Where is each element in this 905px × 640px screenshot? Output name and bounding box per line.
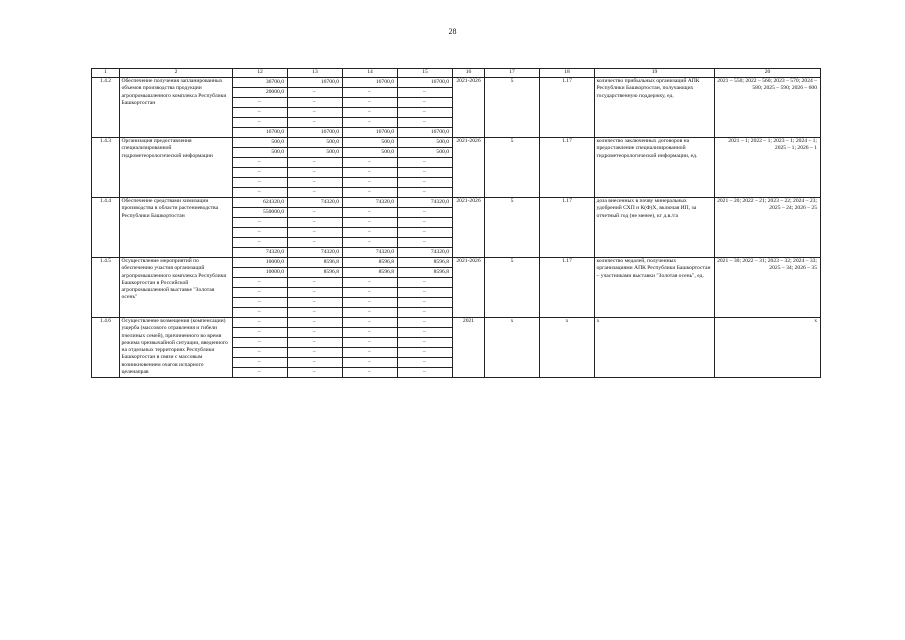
funding-cell: –: [398, 348, 453, 358]
period-cell: 2021-2026: [453, 198, 485, 258]
funding-cell: –: [398, 308, 453, 318]
funding-cell: 16700,0: [398, 78, 453, 88]
funding-cell: –: [398, 318, 453, 328]
funding-cell: –: [288, 308, 343, 318]
funding-cell: 500,0: [398, 148, 453, 158]
funding-cell: –: [288, 188, 343, 198]
funding-cell: –: [343, 318, 398, 328]
item-number: 1.4.4: [92, 198, 120, 258]
column-header: 16: [453, 69, 485, 78]
targets-cell: 2021 – 30; 2022 – 31; 2023 – 32; 2024 – 33; 2025 – 34; 2026 – 35: [715, 258, 821, 318]
funding-cell: –: [343, 88, 398, 98]
funding-cell: 16700,0: [398, 128, 453, 138]
funding-cell: 500,0: [288, 148, 343, 158]
funding-cell: –: [398, 88, 453, 98]
funding-cell: –: [233, 278, 288, 288]
funding-cell: 74320,0: [288, 248, 343, 258]
header-row: [92, 69, 821, 78]
column-header: 12: [233, 69, 288, 78]
funding-cell: –: [233, 298, 288, 308]
indicator-cell: x: [595, 318, 715, 378]
column-header: 1: [92, 69, 120, 78]
column-17-cell: 5: [485, 198, 540, 258]
column-17-cell: 5: [485, 138, 540, 198]
funding-cell: –: [288, 118, 343, 128]
funding-cell: 74320,0: [398, 248, 453, 258]
period-cell: 2021: [453, 318, 485, 378]
funding-cell: –: [288, 168, 343, 178]
funding-cell: 550000,0: [233, 208, 288, 218]
funding-cell: –: [398, 108, 453, 118]
funding-cell: –: [398, 168, 453, 178]
funding-cell: –: [233, 308, 288, 318]
funding-cell: –: [233, 228, 288, 238]
funding-cell: 8596,8: [288, 268, 343, 278]
column-header: 15: [398, 69, 453, 78]
funding-cell: –: [398, 208, 453, 218]
column-header: 19: [595, 69, 715, 78]
funding-cell: –: [343, 108, 398, 118]
funding-cell: –: [398, 358, 453, 368]
funding-cell: –: [398, 188, 453, 198]
funding-cell: –: [288, 338, 343, 348]
targets-cell: 2021 – 20; 2022 – 21; 2023 – 22; 2024 – 23; 2025 – 24; 2026 – 25: [715, 198, 821, 258]
funding-cell: –: [288, 318, 343, 328]
funding-cell: 624320,0: [233, 198, 288, 208]
column-header: 17: [485, 69, 540, 78]
funding-cell: –: [288, 348, 343, 358]
column-header: 2: [120, 69, 233, 78]
program-table: [91, 68, 821, 378]
funding-cell: –: [288, 158, 343, 168]
column-header: 18: [540, 69, 595, 78]
funding-cell: –: [398, 278, 453, 288]
funding-cell: –: [398, 178, 453, 188]
funding-cell: 74320,0: [343, 248, 398, 258]
funding-cell: 500,0: [233, 138, 288, 148]
column-18-cell: 1.17: [540, 78, 595, 138]
funding-cell: –: [398, 368, 453, 378]
funding-cell: –: [233, 168, 288, 178]
period-cell: 2021-2026: [453, 258, 485, 318]
column-header: 20: [715, 69, 821, 78]
funding-cell: –: [343, 348, 398, 358]
funding-cell: –: [343, 188, 398, 198]
funding-cell: –: [233, 98, 288, 108]
funding-cell: 16700,0: [233, 128, 288, 138]
funding-cell: 8596,8: [288, 258, 343, 268]
funding-cell: 500,0: [288, 138, 343, 148]
funding-cell: 10000,0: [233, 258, 288, 268]
table-row: [92, 258, 821, 268]
funding-cell: –: [288, 178, 343, 188]
funding-cell: –: [343, 338, 398, 348]
table-row: [92, 78, 821, 88]
funding-cell: –: [343, 238, 398, 248]
funding-cell: –: [288, 358, 343, 368]
funding-cell: –: [233, 238, 288, 248]
funding-cell: 74320,0: [288, 198, 343, 208]
indicator-cell: доза внесенных в почву минеральных удобрений СХП и К(Ф)Х, включая ИП, за отчетный год (не менее), кг д.в./га: [595, 198, 715, 258]
funding-cell: 16700,0: [343, 78, 398, 88]
table-row: [92, 318, 821, 328]
funding-cell: –: [398, 298, 453, 308]
targets-cell: 2021 – 1; 2022 – 1; 2023 – 1; 2024 – 1; 2025 – 1; 2026 – 1: [715, 138, 821, 198]
column-header: 14: [343, 69, 398, 78]
targets-cell: 2021 – 550; 2022 – 560; 2023 – 570; 2024 – 580; 2025 – 590; 2026 – 600: [715, 78, 821, 138]
funding-cell: –: [233, 358, 288, 368]
funding-cell: 74320,0: [233, 248, 288, 258]
table-row: [92, 198, 821, 208]
funding-cell: –: [398, 158, 453, 168]
funding-cell: –: [288, 228, 343, 238]
funding-cell: –: [343, 208, 398, 218]
funding-cell: –: [343, 178, 398, 188]
funding-cell: 8596,8: [398, 258, 453, 268]
funding-cell: –: [288, 288, 343, 298]
column-18-cell: 1.17: [540, 198, 595, 258]
funding-cell: –: [343, 118, 398, 128]
funding-cell: 36700,0: [233, 78, 288, 88]
column-17-cell: x: [485, 318, 540, 378]
funding-cell: –: [398, 328, 453, 338]
funding-cell: 20000,0: [233, 88, 288, 98]
funding-cell: –: [233, 188, 288, 198]
funding-cell: –: [343, 278, 398, 288]
funding-cell: –: [398, 118, 453, 128]
item-name: Организация предоставления специализированной гидрометеорологической информации: [120, 138, 233, 198]
column-18-cell: 1.17: [540, 258, 595, 318]
period-cell: 2021-2026: [453, 138, 485, 198]
table-row: [92, 138, 821, 148]
item-number: 1.4.3: [92, 138, 120, 198]
item-number: 1.4.5: [92, 258, 120, 318]
funding-cell: –: [343, 98, 398, 108]
funding-cell: 8596,8: [343, 258, 398, 268]
funding-cell: –: [288, 298, 343, 308]
column-18-cell: x: [540, 318, 595, 378]
indicator-cell: количество медалей, полученных организациями АПК Республики Башкортостан – участниками выставки "Золотая осень", ед.: [595, 258, 715, 318]
funding-cell: –: [343, 358, 398, 368]
funding-cell: 10000,0: [233, 268, 288, 278]
funding-cell: –: [343, 218, 398, 228]
funding-cell: –: [343, 308, 398, 318]
item-number: 1.4.2: [92, 78, 120, 138]
funding-cell: –: [398, 288, 453, 298]
funding-cell: –: [343, 168, 398, 178]
funding-cell: –: [343, 228, 398, 238]
funding-cell: 16700,0: [343, 128, 398, 138]
funding-cell: –: [398, 338, 453, 348]
funding-cell: –: [233, 348, 288, 358]
funding-cell: 500,0: [343, 148, 398, 158]
funding-cell: –: [343, 158, 398, 168]
funding-cell: 8596,8: [343, 268, 398, 278]
funding-cell: –: [288, 218, 343, 228]
funding-cell: –: [233, 218, 288, 228]
page-number: 28: [448, 27, 457, 36]
funding-cell: –: [233, 288, 288, 298]
funding-cell: –: [288, 88, 343, 98]
funding-cell: –: [233, 368, 288, 378]
column-header: 13: [288, 69, 343, 78]
funding-cell: –: [233, 318, 288, 328]
funding-cell: –: [343, 298, 398, 308]
funding-cell: –: [233, 158, 288, 168]
item-name: Осуществление мероприятий по обеспечению участия организаций агропромышленного комплекса Республики Башкортостан в Российской агропромышленной выставке "Золотая осень": [120, 258, 233, 318]
funding-cell: 16700,0: [288, 78, 343, 88]
funding-cell: –: [398, 98, 453, 108]
funding-cell: –: [343, 328, 398, 338]
funding-cell: –: [288, 328, 343, 338]
item-name: Обеспечение получения запланированных объемов производства продукции агропромышленного комплекса Республики Башкортостан: [120, 78, 233, 138]
funding-cell: –: [343, 288, 398, 298]
funding-cell: 74320,0: [343, 198, 398, 208]
funding-cell: 16700,0: [288, 128, 343, 138]
funding-cell: –: [288, 368, 343, 378]
column-17-cell: 5: [485, 78, 540, 138]
funding-cell: –: [398, 238, 453, 248]
funding-cell: 500,0: [233, 148, 288, 158]
indicator-cell: количество заключенных договоров на предоставление специализированной гидрометеорологической информации, ед.: [595, 138, 715, 198]
funding-cell: –: [233, 178, 288, 188]
funding-cell: –: [288, 238, 343, 248]
indicator-cell: количество прибыльных организаций АПК Республики Башкортостан, получающих государственную поддержку, ед.: [595, 78, 715, 138]
funding-cell: –: [288, 208, 343, 218]
period-cell: 2021-2026: [453, 78, 485, 138]
funding-cell: –: [233, 118, 288, 128]
item-name: Осуществление возмещения (компенсации) ущерба (массового отравления и гибели пчелиных семей), причиненного во время режима чрезвычайной ситуации, введенного на отдельных территориях Республики Башкортостан в связи с массовым возникновением очагов испарного целенаправ: [120, 318, 233, 378]
column-18-cell: 1.17: [540, 138, 595, 198]
funding-cell: 500,0: [398, 138, 453, 148]
item-number: 1.4.6: [92, 318, 120, 378]
funding-cell: 74320,0: [398, 198, 453, 208]
funding-cell: –: [288, 98, 343, 108]
funding-cell: –: [233, 108, 288, 118]
funding-cell: 500,0: [343, 138, 398, 148]
funding-cell: –: [233, 328, 288, 338]
funding-cell: –: [288, 108, 343, 118]
item-name: Обеспечение средствами химизации производства в области растениеводства Республики Башкортостан: [120, 198, 233, 258]
funding-cell: 8596,8: [398, 268, 453, 278]
funding-cell: –: [398, 228, 453, 238]
funding-cell: –: [398, 218, 453, 228]
funding-cell: –: [343, 368, 398, 378]
funding-cell: –: [288, 278, 343, 288]
funding-cell: –: [233, 338, 288, 348]
targets-cell: x: [715, 318, 821, 378]
column-17-cell: 5: [485, 258, 540, 318]
